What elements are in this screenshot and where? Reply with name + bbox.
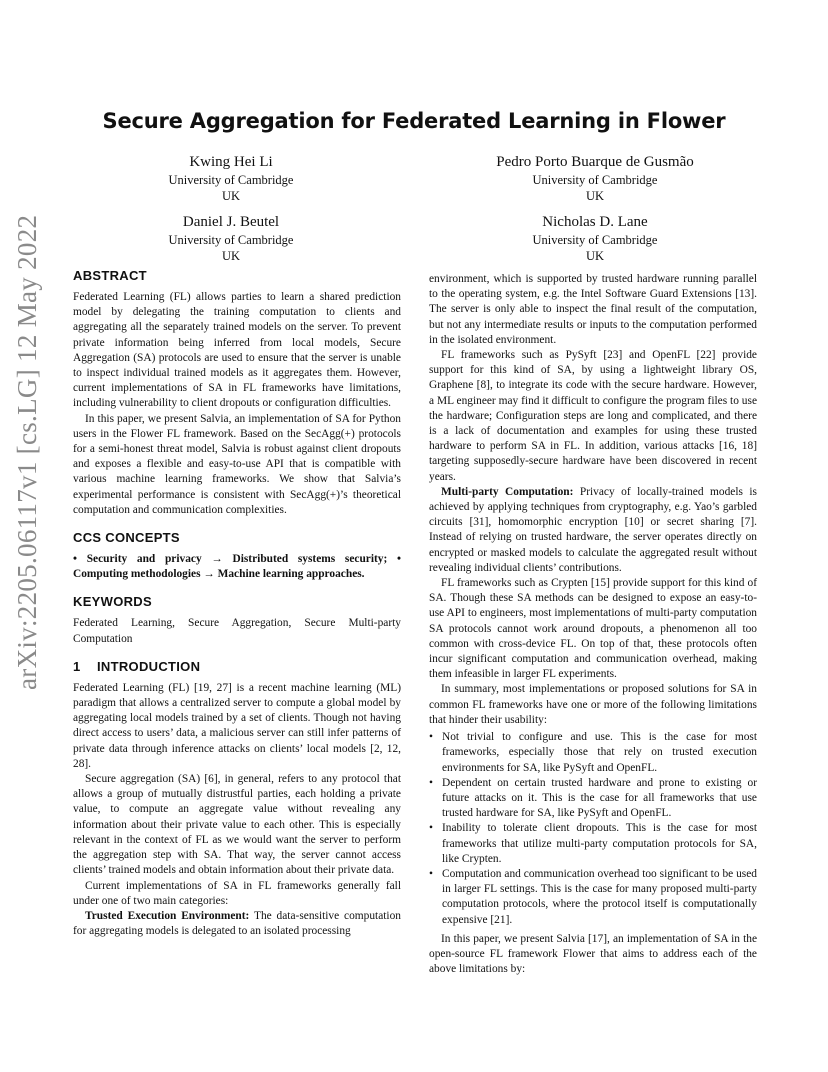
- intro-paragraph: Federated Learning (FL) [19, 27] is a recent machine learning (ML) paradigm that allows a centralized server to compute a global model by aggregating local models trained by a set of clients. Though not having direct access to users’ data, a malicious server can still infer patterns of private data through inference attacks on clients’ local models [2, 12, 28].: [73, 681, 401, 770]
- run-in-heading: Multi-party Computation:: [441, 485, 574, 498]
- section-title: INTRODUCTION: [97, 658, 201, 674]
- list-item: • Inability to tolerate client dropouts. This is the case for most frameworks that utilize multi-party computation protocols for SA, like Crypten.: [429, 821, 757, 867]
- author-block: [445, 152, 745, 204]
- right-column: [429, 272, 757, 977]
- body-paragraph: In this paper, we present Salvia [17], an implementation of SA in the open-source FL framework Flower that aims to address each of the above limitations by:: [429, 932, 757, 976]
- section-number: 1: [73, 658, 81, 674]
- paragraph-text: The data-sensitive computation for aggregating models is delegated to an isolated processing: [73, 909, 401, 938]
- limitations-list: [429, 730, 757, 928]
- intro-heading: [73, 659, 401, 675]
- author-block: [81, 152, 381, 204]
- keywords-text: Federated Learning, Secure Aggregation, Secure Multi-party Computation: [73, 617, 401, 645]
- body-paragraph: environment, which is supported by trusted hardware running parallel to the operating system, e.g. the Intel Software Guard Extensions [13]. The server is only able to inspect the final result of the computation, but not any intermediate results or inputs to the computation performed in the isolated environment.: [429, 273, 757, 346]
- ccs-concepts: • Security and privacy → Distributed systems security; • Computing methodologies → Machine learning approaches.: [73, 553, 401, 581]
- author-name: Daniel J. Beutel: [182, 214, 280, 230]
- author-name: Nicholas D. Lane: [542, 214, 648, 230]
- intro-paragraph: Current implementations of SA in FL frameworks generally fall under one of two main categories:: [73, 879, 401, 907]
- author-country: UK: [221, 249, 241, 263]
- left-column: [73, 268, 401, 939]
- body-paragraph: In summary, most implementations or proposed solutions for SA in common FL frameworks have one or more of the following limitations that hinder their usability:: [429, 683, 757, 726]
- body-paragraph: [429, 485, 757, 576]
- abstract-heading: ABSTRACT: [73, 268, 147, 283]
- paragraph-text: Privacy of locally-trained models is achieved by applying techniques from cryptography, e.g. Yao’s garbled circuits [31], homomorphic encryption [10] or secret sharing [7]. Instead of relying on trusted hardware, the server operates directly on encrypted or masked models to calculate the aggregated result without revealing individual clients’ contributions.: [429, 485, 757, 574]
- author-name: Kwing Hei Li: [189, 154, 273, 170]
- abstract-paragraph: Federated Learning (FL) allows parties to learn a shared prediction model by delegating the training computation to clients and aggregating all the separately trained models on the server. To prevent private information being inferred from local models, Secure Aggregation (SA) protocols are used to ensure that the server is unable to inspect individual trained models as it aggregates them. However, current implementations of SA in FL frameworks have limitations, including vulnerability to client dropouts or configuration difficulties.: [73, 291, 401, 410]
- body-paragraph: FL frameworks such as Crypten [15] provide support for this kind of SA. Though these SA methods can be designed to expose an easy-to-use API to engineers, most implementations of multi-party computation SA protocols cannot work around dropouts, a phenomenon all too common with cross-device FL. On top of that, these protocols often incur significant computation and communication overhead, making them infeasible in larger FL experiments.: [429, 577, 757, 681]
- author-block: [445, 212, 745, 264]
- body-paragraph: FL frameworks such as PySyft [23] and OpenFL [22] provide support for this kind of SA, by using a lightweight library OS, Graphene [8], to integrate its code with the secure hardware. However, a ML engineer may find it difficult to configure the program files to use the hardware; Configuration steps are long and complicated, and there is a lack of documentation and examples for using these trusted hardware to perform SA in FL. In addition, various attacks [16, 18] targeting supposedly-secure hardware have been discovered in recent years.: [429, 349, 757, 483]
- ccs-heading: CCS CONCEPTS: [73, 530, 180, 546]
- arxiv-identifier[interactable]: arXiv:2205.06117v1 [cs.LG] 12 May 2022: [12, 214, 42, 690]
- intro-paragraph: [73, 909, 401, 939]
- abstract-paragraph: In this paper, we present Salvia, an implementation of SA for Python users in the Flower FL framework. Based on the SecAgg(+) protocols for a semi-honest threat model, Salvia is robust against client dropouts and exposes a flexible and easy-to-use API that is compatible with various machine learning frameworks. We show that Salvia’s experimental performance is consistent with SecAgg(+)’s theoretical computation and communication complexities.: [73, 412, 401, 516]
- author-affiliation: University of Cambridge: [532, 233, 658, 247]
- run-in-heading: Trusted Execution Environment:: [85, 909, 250, 922]
- author-name: Pedro Porto Buarque de Gusmão: [496, 154, 694, 170]
- list-item: • Computation and communication overhead too significant to be used in larger FL settings. This is the case for many proposed multi-party computation protocols, where the protocol itself is computationally expensive [21].: [429, 867, 757, 928]
- intro-paragraph: Secure aggregation (SA) [6], in general, refers to any protocol that allows a group of mutually distrustful parties, each holding a private value, to compute an aggregate value without revealing any information about their private value to each other. This is especially relevant in the context of FL as we would want the server to perform the aggregation step with SA. That way, the server cannot access clients’ trained models and obtain information about their private data.: [73, 773, 401, 877]
- list-item: • Not trivial to configure and use. This is the case for most frameworks, especially those that rely on trusted execution environments for SA, like PySyft and OpenFL.: [429, 730, 757, 776]
- author-country: UK: [585, 189, 605, 203]
- author-country: UK: [585, 249, 605, 263]
- author-affiliation: University of Cambridge: [532, 173, 658, 187]
- author-affiliation: University of Cambridge: [168, 173, 294, 187]
- keywords-heading: KEYWORDS: [73, 594, 152, 610]
- author-country: UK: [221, 189, 241, 203]
- paper-title: Secure Aggregation for Federated Learning in Flower: [102, 109, 726, 133]
- author-block: [81, 212, 381, 264]
- author-affiliation: University of Cambridge: [168, 233, 294, 247]
- list-item: • Dependent on certain trusted hardware and prone to existing or future attacks on it. This is the case for all frameworks that use trusted hardware for SA, like PySyft and OpenFL.: [429, 776, 757, 822]
